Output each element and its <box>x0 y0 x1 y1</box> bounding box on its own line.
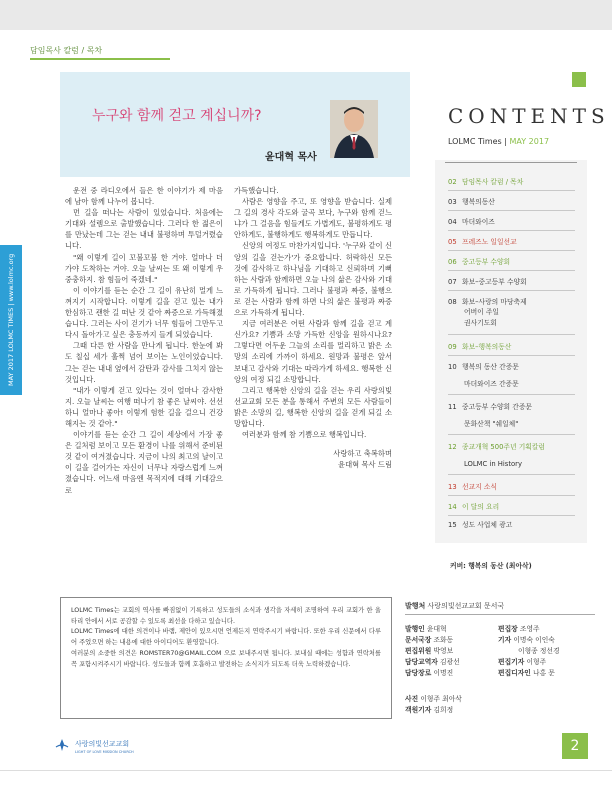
staff-list-left <box>405 624 460 679</box>
bottom-rule <box>0 770 612 771</box>
paragraph: 신앙의 여정도 마찬가지입니다. '누구와 같이 신앙의 길을 걷는가'가 중요합니다. 허락하신 모든 것에 감사하고 하나님을 기대하고 신뢰하며 기뻐하는 사람과 함께하면 오늘 나의 삶은 감사와 기대로 가득하게 됩니다. 그러나 불평과 짜증, 불행으로 걷는 사람과 함께 하면 나의 삶은 불평과 짜증으로 가득하게 됩니다. <box>234 241 392 318</box>
church-name-en: LIGHT OF LOVE MISSION CHURCH <box>75 750 134 754</box>
notice-paragraph: 여러분의 소중한 의견은 ROMSTER70@GMAIL.COM 으로 보내주시면 됩니다. 보내실 때에는 성함과 연락처를 꼭 포함시켜주시기 바랍니다. 성도들과 함께 호흡하고 발전하는 소식지가 되도록 더욱 노력하겠습니다. <box>71 649 381 668</box>
toc-item[interactable]: 12 종교개혁 500주년 기획칼럼 <box>448 443 545 451</box>
paragraph: 이야기를 듣는 순간 그 길이 세상에서 가장 좋은 길처럼 보이고 모든 환경이 나를 위해서 준비된 것 같이 여겨졌습니다. 지금이 나의 최고의 날이고 이 길을 걸어가는 자신이 너무나 자랑스럽게 느껴졌습니다. 어느새 마음엔 목적지에 대해 기대감으로 <box>65 430 223 495</box>
paragraph: 사람은 영향을 주고, 또 영향을 받습니다. 실제 그 길의 경사 각도와 굴곡 보다, 누구와 함께 걷느냐가 그 걸음을 힘들게도 가볍게도, 불평하게도 평안하게도, 불행하게도 행복하게도 만듭니다. <box>234 197 392 240</box>
toc-separator <box>448 334 575 335</box>
toc-subitem[interactable]: 문화산책 "쉐일체" <box>464 420 519 428</box>
toc-separator <box>448 394 575 395</box>
article-title: 누구와 함께 걷고 계십니까? <box>92 108 262 124</box>
staff-entry: 발행인 윤대혁 <box>405 625 447 633</box>
toc-subitem[interactable]: 권사기도회 <box>464 319 497 327</box>
toc-item[interactable]: 13 선교지 소식 <box>448 483 497 491</box>
signoff-name: 윤대혁 목사 드림 <box>338 460 392 470</box>
toc-item[interactable]: 02 담임목사 칼럼 / 목차 <box>448 178 524 186</box>
toc-item[interactable]: 15 성도 사업체 광고 <box>448 521 513 529</box>
staff-rule <box>405 614 595 615</box>
staff-entry: 기자 이명숙 이인숙 <box>498 636 555 645</box>
contents-subtitle <box>448 137 549 146</box>
toc-subitem[interactable]: 마더와이즈 간증문 <box>464 380 519 388</box>
toc-separator <box>448 290 575 291</box>
staff-entry: 담당교역자 김광선 <box>405 658 460 667</box>
issue-month: MAY 2017 <box>509 137 550 146</box>
toc-separator <box>448 210 575 211</box>
staff-entry: 담당장로 이명진 <box>405 669 454 678</box>
paragraph: 그리고 행복한 신앙의 길을 걷는 우리 사랑의빛선교교회 모든 분을 통해서 주변의 모든 사람들이 밝은 소망의 길, 행복한 신앙의 길을 걷게 되길 소망합니다. <box>234 385 392 428</box>
toc-subitem[interactable]: 어버이 주일 <box>464 308 499 316</box>
toc-item[interactable]: 08 화보–사랑의 마당축제 <box>448 298 527 306</box>
side-tab-text: MAY 2017 LOLMC TIMES | www.lolmc.org <box>7 253 15 387</box>
article-column-right <box>234 185 392 470</box>
notice-paragraph: LOLMC Times는 교회의 역사를 빠짐없이 기록하고 성도들의 소식과 생각을 자세히 조명하여 우리 교회가 한 울타리 안에서 서로 공감할 수 있도록 최선을 다하고 있습니다. <box>71 607 381 625</box>
publisher-line: 발행처 사랑의빛선교교회 문서국 <box>405 602 505 610</box>
toc-item[interactable]: 07 화보–중고등부 수양회 <box>448 278 527 286</box>
paragraph: 지금 여러분은 어떤 사람과 함께 길을 걷고 계신가요? 기쁨과 소망 가득한 신앙을 원하시나요? 그렇다면 어두운 그늘의 소리를 멀리하고 밝은 소망의 소리에 가까이 하세요. 원망과 불평은 앞서 보내고 감사와 기대는 따라가게 하세요. 행복한 신앙의 여정 되길 소망합니다. <box>234 319 392 384</box>
toc-item[interactable]: 11 중고등부 수양회 간증문 <box>448 403 532 411</box>
staff-entry: 사진 이형주 최아삭 <box>405 695 462 703</box>
staff-entry: 편집기자 이형주 <box>498 658 547 667</box>
staff-list-right <box>498 624 560 679</box>
accent-line <box>572 86 586 87</box>
staff-entry: 편집장 조영주 <box>498 625 540 633</box>
paragraph: 그때 다른 한 사람을 만나게 됩니다. 한눈에 봐도 칠십 세가 훌쩍 넘어 보이는 노인이었습니다. 그는 걷는 내내 옆에서 감탄과 감사를 그치지 않는 것입니다. <box>65 341 223 384</box>
toc-rule <box>445 162 577 163</box>
toc-item[interactable]: 03 행복의동산 <box>448 198 495 206</box>
article-author: 윤대혁 목사 <box>265 152 317 163</box>
paragraph: "내가 이렇게 걷고 있다는 것이 얼마나 감사한지. 오늘 날씨는 여행 떠나기 참 좋은 날씨야. 선선하니 얼마나 좋아! 이렇게 험한 길을 걸으니 건강해지는 것 같아." <box>65 385 223 428</box>
staff-entry: 편집디자인 나홍 문 <box>498 669 555 678</box>
toc-subitem[interactable]: LOLMC in History <box>464 460 522 468</box>
toc-separator <box>448 495 575 496</box>
signoff-line: 사랑하고 축복하며 <box>333 449 392 459</box>
toc-item[interactable]: 05 프레즈노 일일선교 <box>448 238 517 246</box>
toc-separator <box>448 250 575 251</box>
staff-entry: 편집위원 박영보 <box>405 647 454 656</box>
toc-item[interactable]: 14 이 달의 요리 <box>448 503 500 511</box>
toc-separator <box>448 515 575 516</box>
notice-paragraph: LOLMC Times에 대한 의견이나 바램, 제안이 있으시면 언제든지 연락주시기 바랍니다. 또한 우리 신문에서 다루어 주었으면 하는 내용에 대한 아이디어도 환영합니다. <box>71 628 381 647</box>
toc-item[interactable]: 10 행복의 동산 간증문 <box>448 363 519 371</box>
page-number: 2 <box>562 733 588 759</box>
paragraph: 운전 중 라디오에서 들은 한 이야기가 제 마음에 남아 함께 나누어 봅니다. <box>65 186 223 207</box>
staff-entry: 객원기자 김희정 <box>405 706 454 715</box>
header-rule <box>30 58 170 60</box>
toc-separator <box>448 474 575 475</box>
toc-separator <box>448 355 575 356</box>
staff-list-photo <box>405 694 462 716</box>
paragraph: 가득했습니다. <box>234 186 279 195</box>
toc-separator <box>448 434 575 435</box>
staff-entry: 문서국장 조화동 <box>405 636 454 645</box>
toc-separator <box>448 270 575 271</box>
article-column-left <box>65 185 223 496</box>
section-label: 담임목사 칼럼 / 목차 <box>30 46 103 55</box>
contents-title: CONTENTS <box>448 104 610 128</box>
paragraph: 이 이야기를 듣는 순간 그 길이 유난히 멀게 느껴지기 시작합니다. 이렇게 길을 걷고 있는 내가 한심하고 괜한 길 떠난 것 같아 짜증으로 가득해졌습니다. 그러는 사이 걷기가 너무 힘들어 그만두고 다시 돌아가고 싶은 충동까지 들게 되었습니다. <box>65 285 223 340</box>
toc-item[interactable]: 04 마더와이즈 <box>448 218 495 226</box>
toc-item[interactable]: 09 화보–행복의동산 <box>448 343 512 351</box>
toc-separator <box>448 230 575 231</box>
paragraph: 먼 길을 떠나는 사람이 있었습니다. 처음에는 기대와 설렘으로 출발했습니다. 그러다 한 젊은이를 만났는데 그는 걷는 내내 불평하며 투덜거렸습니다. <box>65 208 223 251</box>
publication-name: LOLMC Times <box>448 137 502 146</box>
toc-item[interactable]: 06 중고등부 수양회 <box>448 258 511 266</box>
paragraph: "왜 이렇게 길이 꼬불꼬불 한 거야. 얼마나 더 가야 도착하는 거야. 오늘 날씨는 또 왜 이렇게 우중충하지. 참 힘들어 죽겠네." <box>65 252 223 284</box>
church-name: 사랑의빛선교교회 <box>75 740 130 748</box>
church-logo-icon <box>55 738 69 752</box>
top-bar <box>0 0 612 30</box>
author-photo <box>330 100 378 158</box>
separator: | <box>504 137 507 146</box>
paragraph: 여러분과 함께 참 기쁨으로 행복입니다. <box>242 430 367 440</box>
staff-entry: 이형종 정선경 <box>518 647 560 656</box>
toc-separator <box>448 190 575 191</box>
notice-box <box>60 597 392 719</box>
accent-block <box>572 72 586 86</box>
cover-note: 커버: 행복의 동산 (최아삭) <box>450 562 532 570</box>
